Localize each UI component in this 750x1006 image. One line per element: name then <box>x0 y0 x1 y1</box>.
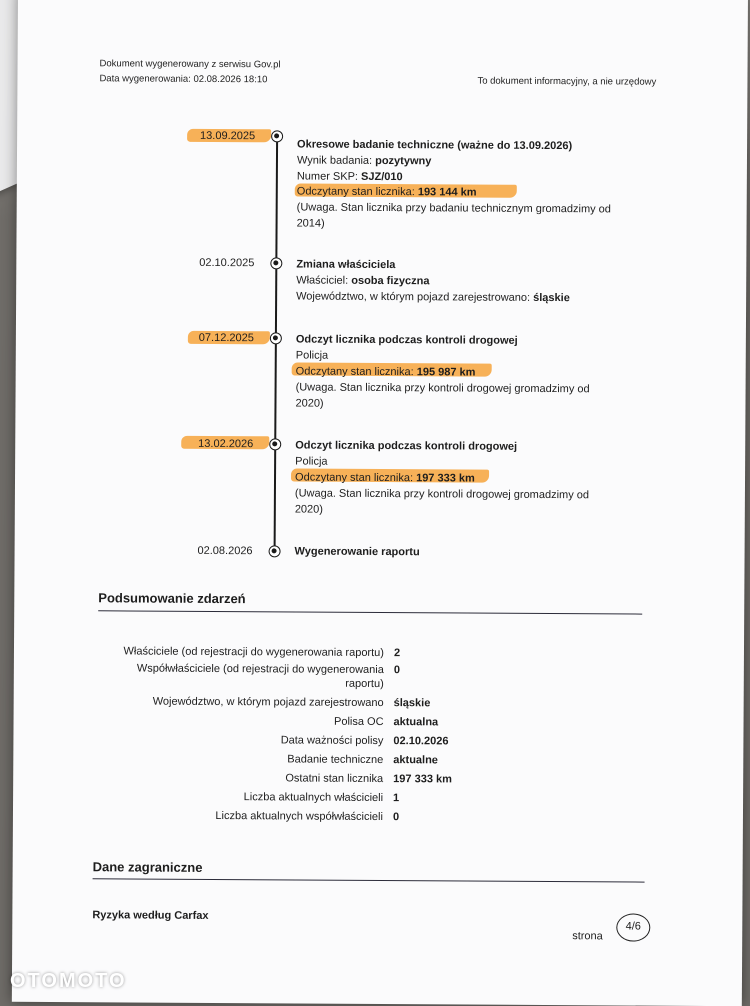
event-date: 13.02.2026 <box>198 437 254 451</box>
event-title: Okresowe badanie techniczne (ważne do 13.09.2026) <box>297 138 573 153</box>
event-date: 02.08.2026 <box>197 544 253 558</box>
document-page <box>12 0 748 1006</box>
foreign-title: Dane zagraniczne <box>92 859 203 875</box>
section-divider <box>98 610 642 614</box>
summary-label: Województwo, w którym pojazd zarejestrowano <box>152 695 384 710</box>
summary-label: raportu) <box>345 677 384 691</box>
summary-value: 02.10.2026 <box>393 735 449 748</box>
event-note: 2020) <box>295 397 324 410</box>
summary-title: Podsumowanie zdarzeń <box>98 590 246 607</box>
event-date: 02.10.2025 <box>199 256 255 270</box>
event-odometer: Odczytany stan licznika: 193 144 km <box>296 185 477 199</box>
timeline-dot-icon <box>269 438 281 450</box>
summary-label: Polisa OC <box>333 715 384 729</box>
section-divider <box>93 878 645 882</box>
event-detail: Numer SKP: SJZ/010 <box>296 170 403 184</box>
summary-value: 1 <box>393 792 400 805</box>
summary-value: śląskie <box>393 697 431 710</box>
header-generated-date: Data wygenerowania: 02.08.2026 18:10 <box>99 73 268 86</box>
event-title: Odczyt licznika podczas kontroli drogowej <box>295 439 518 453</box>
summary-label: Liczba aktualnych właścicieli <box>243 791 384 805</box>
summary-value: aktualna <box>393 716 439 729</box>
timeline-dot-icon <box>269 545 281 557</box>
summary-value: aktualne <box>393 754 438 767</box>
event-odometer: Odczytany stan licznika: 195 987 km <box>295 365 476 379</box>
event-note: 2020) <box>294 503 324 516</box>
carfax-heading: Ryzyka według Carfax <box>92 909 209 922</box>
timeline-line <box>274 138 279 553</box>
event-detail: Właściciel: osoba fizyczna <box>296 274 430 288</box>
event-title: Zmiana właściciela <box>296 258 396 272</box>
event-note: 2014) <box>296 217 325 230</box>
event-detail: Policja <box>295 455 328 468</box>
summary-value: 2 <box>393 647 401 660</box>
timeline-dot-icon <box>270 257 282 269</box>
header-source: Dokument wygenerowany z serwisu Gov.pl <box>99 58 281 71</box>
page-label: strona <box>572 930 603 943</box>
summary-value: 197 333 km <box>393 773 452 786</box>
summary-label: Data ważności polisy <box>280 734 384 748</box>
timeline-dot-icon <box>271 130 283 142</box>
event-title: Wygenerowanie raportu <box>294 545 420 559</box>
summary-label: Liczba aktualnych współwłaścicieli <box>215 809 383 824</box>
event-note: (Uwaga. Stan licznika przy kontroli drogowej gromadzimy od <box>294 487 590 502</box>
summary-value: 0 <box>392 811 400 824</box>
event-detail: Policja <box>295 349 329 362</box>
page-number-badge: 4/6 <box>616 913 650 941</box>
summary-value: 0 <box>393 664 401 677</box>
event-date: 07.12.2025 <box>198 331 254 345</box>
event-detail: Wynik badania: pozytywny <box>296 154 432 168</box>
event-odometer: Odczytany stan licznika: 197 333 km <box>294 471 475 485</box>
summary-label: Ostatni stan licznika <box>285 772 384 786</box>
watermark-logo: OTOMOTO <box>10 970 127 992</box>
event-note: (Uwaga. Stan licznika przy badaniu technicznym gromadzimy od <box>296 201 611 216</box>
summary-label: Właściciele (od rejestracji do wygenerowania raportu) <box>123 645 384 660</box>
summary-label: Współwłaściciele (od rejestracji do wygenerowania <box>136 662 384 677</box>
header-disclaimer: To dokument informacyjny, a nie urzędowy <box>477 75 657 88</box>
event-date: 13.09.2025 <box>200 129 256 143</box>
event-detail: Województwo, w którym pojazd zarejestrowano: śląskie <box>296 290 570 305</box>
timeline-dot-icon <box>270 332 282 344</box>
event-title: Odczyt licznika podczas kontroli drogowej <box>295 333 518 347</box>
summary-label: Badanie techniczne <box>287 753 384 767</box>
event-note: (Uwaga. Stan licznika przy kontroli drogowej gromadzimy od <box>295 381 590 396</box>
